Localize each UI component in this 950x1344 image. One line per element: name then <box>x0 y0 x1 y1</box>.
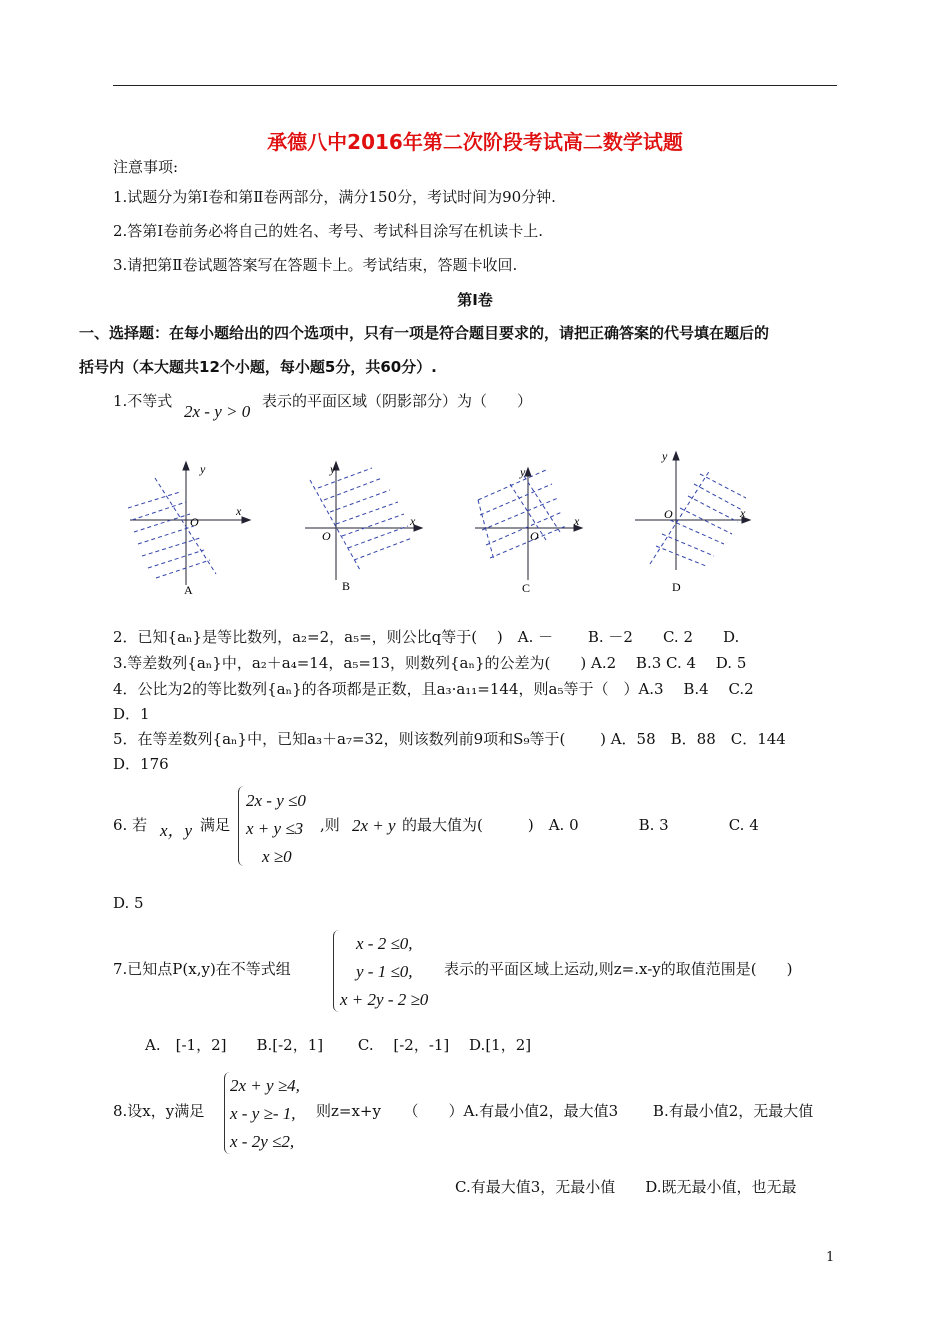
q1-suffix: 表示的平面区域（阴影部分）为（ ） <box>262 392 533 410</box>
q6-system <box>246 787 306 871</box>
volume-heading: 第Ⅰ卷 <box>457 291 493 309</box>
page-title: 承德八中2016年第二次阶段考试高二数学试题 <box>267 130 683 154</box>
q5-line2: D．176 <box>113 755 169 773</box>
section-instructions-line2: 括号内（本大题共12个小题，每小题5分，共60分）. <box>79 358 437 376</box>
q1-d-label: D <box>672 580 681 594</box>
q7-system-line3: x + 2y - 2 ≥0 <box>340 990 429 1009</box>
q1-prefix: 1.不等式 <box>113 392 173 410</box>
q6-then: ,则 <box>320 816 340 834</box>
q1-a-x-label: x <box>236 504 242 518</box>
q6-system-line1: 2x - y ≤0 <box>246 791 306 810</box>
q7-brace <box>333 930 340 1012</box>
q1-figure-d <box>635 452 750 570</box>
q8-suffix: 则z=x+y （ ）A.有最小值2，最大值3 B.有最小值2，无最大值 <box>316 1102 814 1120</box>
q6-system-line2: x + y ≤3 <box>246 819 304 838</box>
q7-options: A. [-1，2] B.[-2，1] C. [-2，-1] D.[1，2] <box>145 1036 532 1054</box>
q8-system-line3: x - 2y ≤2, <box>230 1132 295 1151</box>
q1-a-label: A <box>184 583 193 597</box>
q1-c-y-label: y <box>520 465 526 479</box>
q6-option-d: D. 5 <box>113 894 144 912</box>
q1-b-x-label: x <box>410 514 416 528</box>
q6-brace <box>238 786 245 866</box>
note-item-2: 2.答第Ⅰ卷前务必将自己的姓名、考号、考试科目涂写在机读卡上. <box>113 222 544 240</box>
q1-b-label: B <box>342 579 351 593</box>
q1-d-origin: O <box>664 507 673 521</box>
q7-system-line1: x - 2 ≤0, <box>356 934 413 953</box>
q1-figure-b <box>305 462 422 580</box>
q6-expr: 2x + y <box>352 816 396 835</box>
note-item-1: 1.试题分为第Ⅰ卷和第Ⅱ卷两部分，满分150分，考试时间为90分钟. <box>113 188 556 206</box>
page-number: 1 <box>826 1250 835 1265</box>
q6-prefix: 6. 若 <box>113 816 148 834</box>
header-rule <box>113 85 837 86</box>
q4-line1: 4．公比为2的等比数列{aₙ}的各项都是正数，且a₃·a₁₁=144，则a₅等于（ ）A.3 B.4 C.2 <box>113 680 754 698</box>
q1-inequality: 2x - y > 0 <box>184 402 251 421</box>
q1-c-label: C <box>522 581 531 595</box>
q5-line1: 5．在等差数列{aₙ}中，已知a₃＋a₇=32，则该数列前9项和S₉等于( ) A．58 B．88 C．144 <box>113 730 786 748</box>
q1-d-y-label: y <box>662 449 668 463</box>
note-item-3: 3.请把第Ⅱ卷试题答案写在答题卡上。考试结束，答题卡收回. <box>113 256 518 274</box>
q7-prefix: 7.已知点P(x,y)在不等式组 <box>113 960 291 978</box>
q1-b-origin: O <box>322 529 331 543</box>
q6-system-line3: x ≥0 <box>262 847 292 866</box>
q1-b-y-label: y <box>330 462 336 476</box>
q8-prefix: 8.设x，y满足 <box>113 1102 205 1120</box>
q7-system <box>340 930 428 1014</box>
q2-text: 2．已知{aₙ}是等比数列，a₂=2，a₅=，则公比q等于( ) A. － B. －2 C. 2 D. <box>113 628 740 646</box>
q1-figures <box>110 440 760 610</box>
q8-system-line2: x - y ≥- 1, <box>230 1104 296 1123</box>
q7-system-line2: y - 1 ≤0, <box>356 962 413 981</box>
section-instructions-line1: 一、选择题：在每小题给出的四个选项中，只有一项是符合题目要求的，请把正确答案的代号填在题后的 <box>79 324 770 342</box>
q8-line2: C.有最大值3，无最小值 D.既无最小值，也无最 <box>455 1178 797 1196</box>
q1-figure-c <box>475 468 582 580</box>
q3-text: 3.等差数列{aₙ}中，a₂＋a₄=14，a₅=13，则数列{aₙ}的公差为( ) A.2 B.3 C. 4 D. 5 <box>113 654 747 672</box>
q4-line2: D．1 <box>113 705 150 723</box>
q7-suffix: 表示的平面区域上运动,则z=.x-y的取值范围是( ) <box>444 960 793 978</box>
q1-a-origin: O <box>190 515 199 529</box>
q1-d-x-label: x <box>740 506 746 520</box>
q6-mid: 满足 <box>200 816 231 834</box>
q8-system-line1: 2x + y ≥4, <box>230 1076 300 1095</box>
q1-c-origin: O <box>530 529 539 543</box>
q8-system <box>230 1072 300 1156</box>
q1-figure-a <box>128 462 250 585</box>
q6-vars: x，y <box>160 821 193 840</box>
notes-heading: 注意事项: <box>113 158 179 176</box>
q1-c-x-label: x <box>574 514 580 528</box>
q6-suffix: 的最大值为( ) A. 0 B. 3 C. 4 <box>402 816 759 834</box>
q1-a-y-label: y <box>200 462 206 476</box>
